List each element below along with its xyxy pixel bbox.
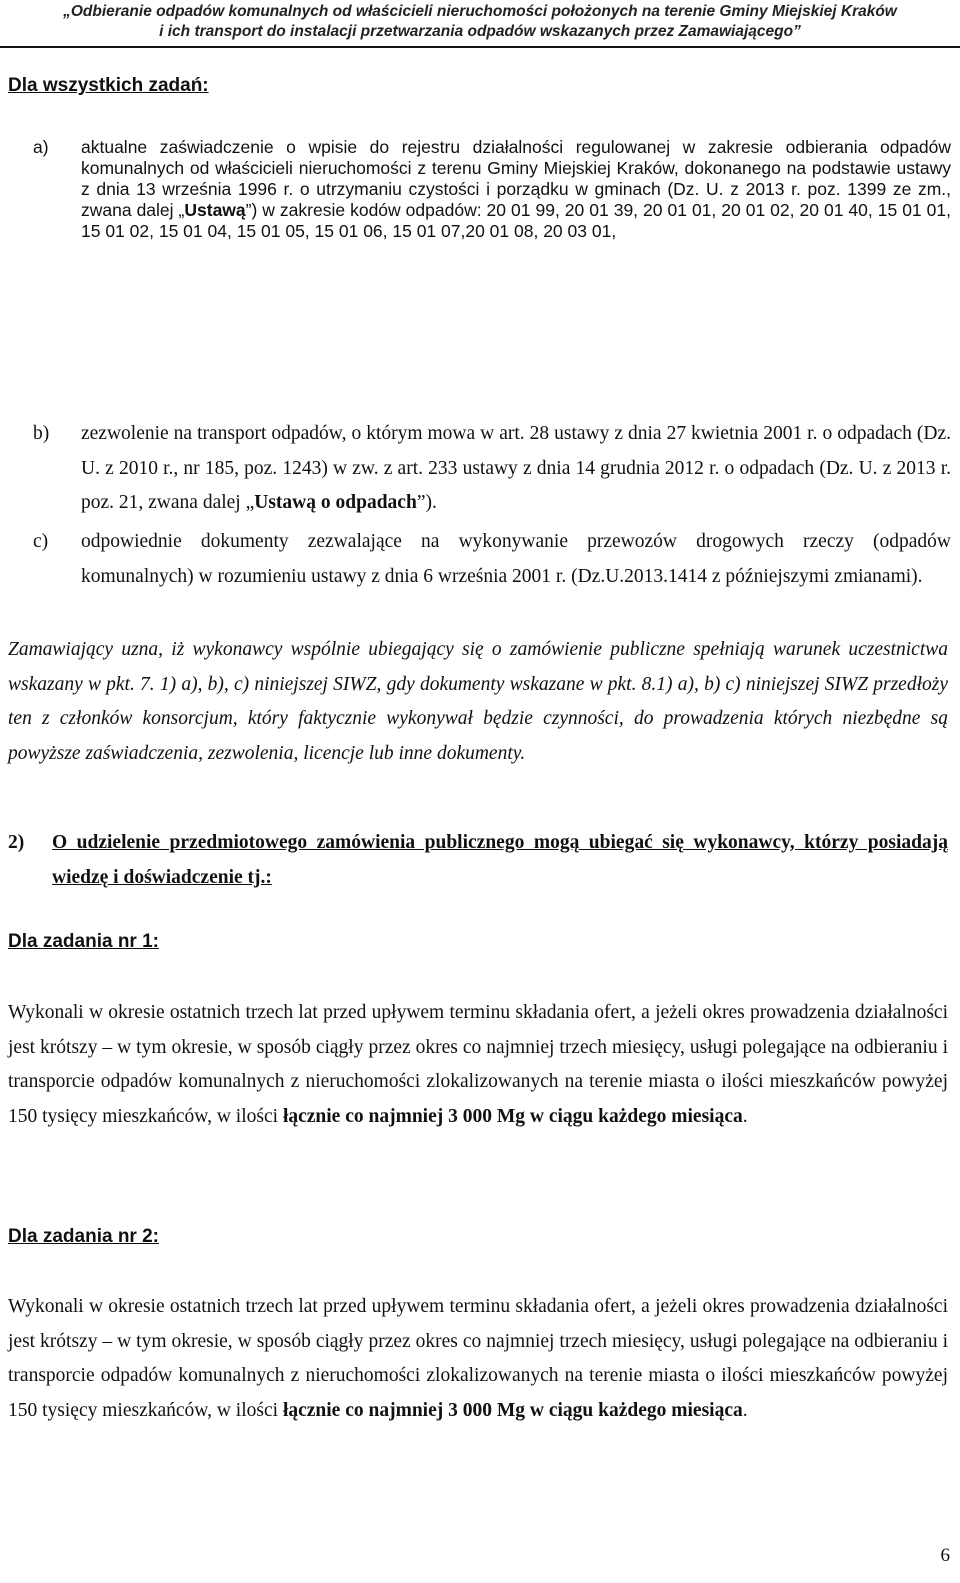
header-line-2: i ich transport do instalacji przetwarzania odpadów wskazanych przez Zamawiającego” bbox=[159, 23, 801, 40]
task-2-requirement: łącznie co najmniej 3 000 Mg w ciągu każdego miesiąca bbox=[282, 1399, 743, 1421]
task-1-requirement: łącznie co najmniej 3 000 Mg w ciągu każdego miesiąca bbox=[282, 1105, 743, 1127]
consortium-note: Zamawiający uzna, iż wykonawcy wspólnie ubiegający się o zamówienie publiczne spełniają warunek uczestnictwa wskazany w pkt. 7. 1) a), b), c) niniejszej SIWZ, gdy dokumenty wskazane w pkt. 8.1) a), b) c) niniejszej SIWZ przedłoży ten z członków konsorcjum, który faktycznie wykonywał będzie czynności, do prowadzenia których niezbędne są powyższe zaświadczenia, zezwolenia, licencje lub inne dokumenty. bbox=[8, 639, 948, 764]
requirement-item-c bbox=[33, 525, 951, 594]
page-number: 6 bbox=[940, 1545, 950, 1566]
defined-term: Ustawą bbox=[184, 200, 246, 220]
header-line-1: „Odbieranie odpadów komunalnych od właścicieli nieruchomości położonych na terenie Gminy Miejskiej Kraków bbox=[63, 3, 897, 20]
item-marker: a) bbox=[33, 137, 49, 157]
section-heading-all-tasks: Dla wszystkich zadań: bbox=[8, 75, 209, 96]
item-marker: c) bbox=[33, 531, 49, 552]
item-marker: b) bbox=[33, 423, 50, 444]
task-1-text: Wykonali w okresie ostatnich trzech lat przed upływem terminu składania ofert, a jeżeli okres prowadzenia działalności jest krótszy – w tym okresie, w sposób ciągły przez okres co najmniej trzech miesięcy, usługi polegające na odbieraniu i transporcie odpadów komunalnych z nieruchomości zlokalizowanych na terenie miasta o ilości mieszkańców powyżej 150 tysięcy mieszkańców, w ilości łącznie co najmniej 3 000 Mg w ciągu każdego miesiąca. bbox=[8, 1002, 948, 1127]
task-1-heading: Dla zadania nr 1: bbox=[8, 931, 159, 952]
task-2-heading: Dla zadania nr 2: bbox=[8, 1226, 159, 1247]
item-text: aktualne zaświadczenie o wpisie do rejestru działalności regulowanej w zakresie odbierania odpadów komunalnych od właścicieli nieruchomości z terenu Gminy Miejskiej Kraków, dokonanego na podstawie ustawy z dnia 13 września 1996 r. o utrzymaniu czystości i porządku w gminach (Dz. U. z 2013 r. poz. 1399 ze zm., zwana dalej „Ustawą”) w zakresie kodów odpadów: 20 01 99, 20 01 39, 20 01 01, 20 01 02, 20 01 40, 15 01 01, 15 01 02, 15 01 04, 15 01 05, 15 01 06, 15 01 07,20 01 08, 20 03 01, bbox=[81, 137, 951, 241]
defined-term: Ustawą o odpadach bbox=[254, 492, 417, 513]
header-rule bbox=[0, 46, 960, 48]
requirement-item-a bbox=[33, 137, 951, 242]
running-header bbox=[0, 2, 960, 42]
item-text: odpowiednie dokumenty zezwalające na wykonywanie przewozów drogowych rzeczy (odpadów komunalnych) w rozumieniu ustawy z dnia 6 września 2001 r. (Dz.U.2013.1414 z późniejszymi zmianami). bbox=[81, 531, 951, 587]
point-2-condition bbox=[8, 826, 948, 895]
task-2-text: Wykonali w okresie ostatnich trzech lat przed upływem terminu składania ofert, a jeżeli okres prowadzenia działalności jest krótszy – w tym okresie, w sposób ciągły przez okres co najmniej trzech miesięcy, usługi polegające na odbieraniu i transporcie odpadów komunalnych z nieruchomości zlokalizowanych na terenie miasta o ilości mieszkańców powyżej 150 tysięcy mieszkańców, w ilości łącznie co najmniej 3 000 Mg w ciągu każdego miesiąca. bbox=[8, 1296, 948, 1421]
item-text: zezwolenie na transport odpadów, o którym mowa w art. 28 ustawy z dnia 27 kwietnia 2001 r. o odpadach (Dz. U. z 2010 r., nr 185, poz. 1243) w zw. z art. 233 ustawy z dnia 14 grudnia 2012 r. o odpadach (Dz. U. z 2013 r. poz. 21, zwana dalej „Ustawą o odpadach”). bbox=[81, 423, 951, 513]
point-number: 2) bbox=[8, 832, 25, 853]
requirement-item-b bbox=[33, 417, 951, 521]
point-text: O udzielenie przedmiotowego zamówienia publicznego mogą ubiegać się wykonawcy, którzy posiadają wiedzę i doświadczenie tj.: bbox=[52, 832, 948, 888]
